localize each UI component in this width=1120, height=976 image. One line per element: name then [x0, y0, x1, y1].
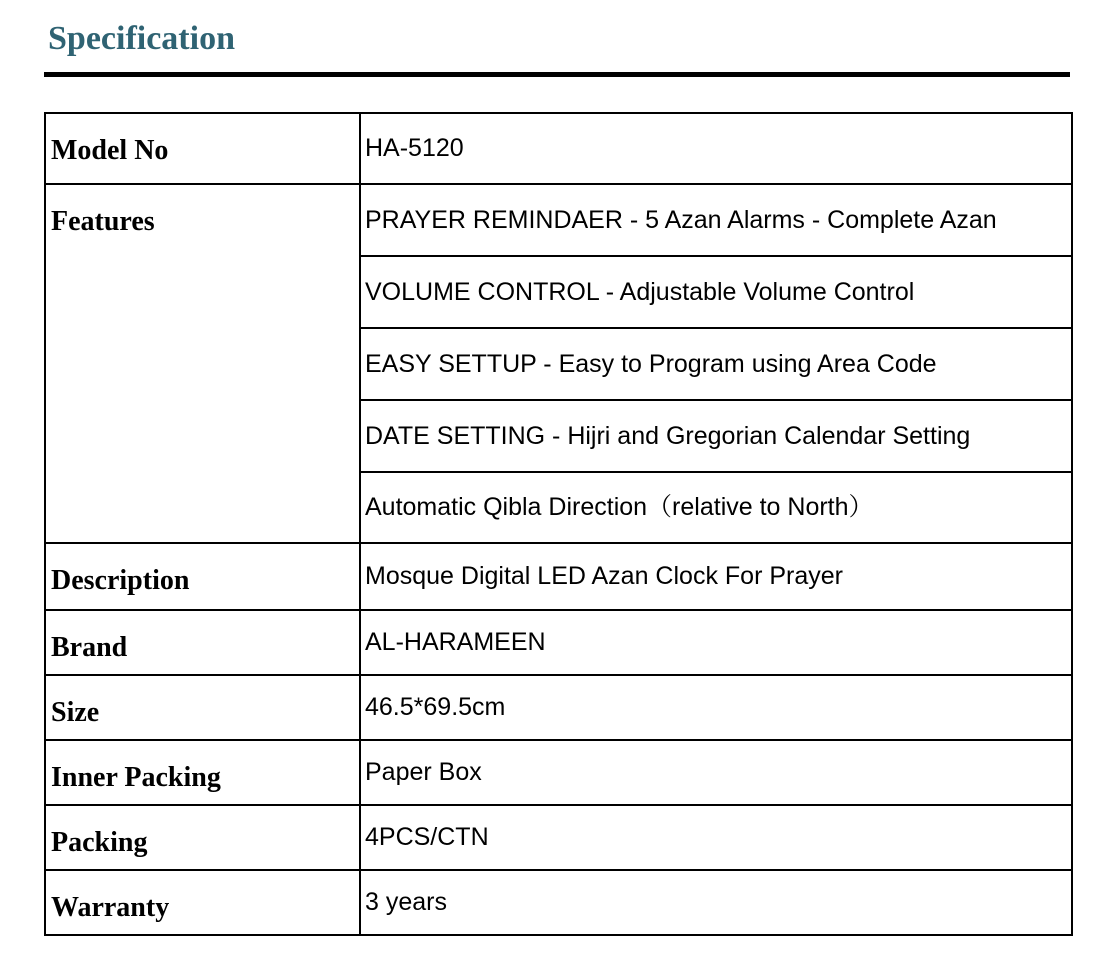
row-size [45, 675, 1072, 740]
brand-value: AL-HARAMEEN [360, 610, 1072, 675]
row-warranty [45, 870, 1072, 935]
packing-label: Packing [45, 805, 360, 870]
row-brand [45, 610, 1072, 675]
row-model-no [45, 113, 1072, 184]
size-value: 46.5*69.5cm [360, 675, 1072, 740]
warranty-value: 3 years [360, 870, 1072, 935]
size-label: Size [45, 675, 360, 740]
page-title: Specification [48, 20, 235, 57]
feature-item-volume-control: VOLUME CONTROL - Adjustable Volume Control [360, 256, 1072, 328]
row-description [45, 543, 1072, 610]
description-label: Description [45, 543, 360, 610]
feature-item-easy-setup: EASY SETTUP - Easy to Program using Area Code [360, 328, 1072, 400]
feature-item-date-setting: DATE SETTING - Hijri and Gregorian Calendar Setting [360, 400, 1072, 472]
inner-packing-value: Paper Box [360, 740, 1072, 805]
features-label: Features [45, 184, 360, 543]
brand-label: Brand [45, 610, 360, 675]
row-packing [45, 805, 1072, 870]
inner-packing-label: Inner Packing [45, 740, 360, 805]
packing-value: 4PCS/CTN [360, 805, 1072, 870]
description-value: Mosque Digital LED Azan Clock For Prayer [360, 543, 1072, 610]
model-no-label: Model No [45, 113, 360, 184]
feature-item-qibla-direction: Automatic Qibla Direction（relative to North） [360, 472, 1072, 543]
row-inner-packing [45, 740, 1072, 805]
specification-table [44, 112, 1073, 936]
row-features [45, 184, 1072, 256]
feature-item-prayer-reminder: PRAYER REMINDAER - 5 Azan Alarms - Complete Azan [360, 184, 1072, 256]
title-divider [44, 72, 1070, 77]
model-no-value: HA-5120 [360, 113, 1072, 184]
warranty-label: Warranty [45, 870, 360, 935]
